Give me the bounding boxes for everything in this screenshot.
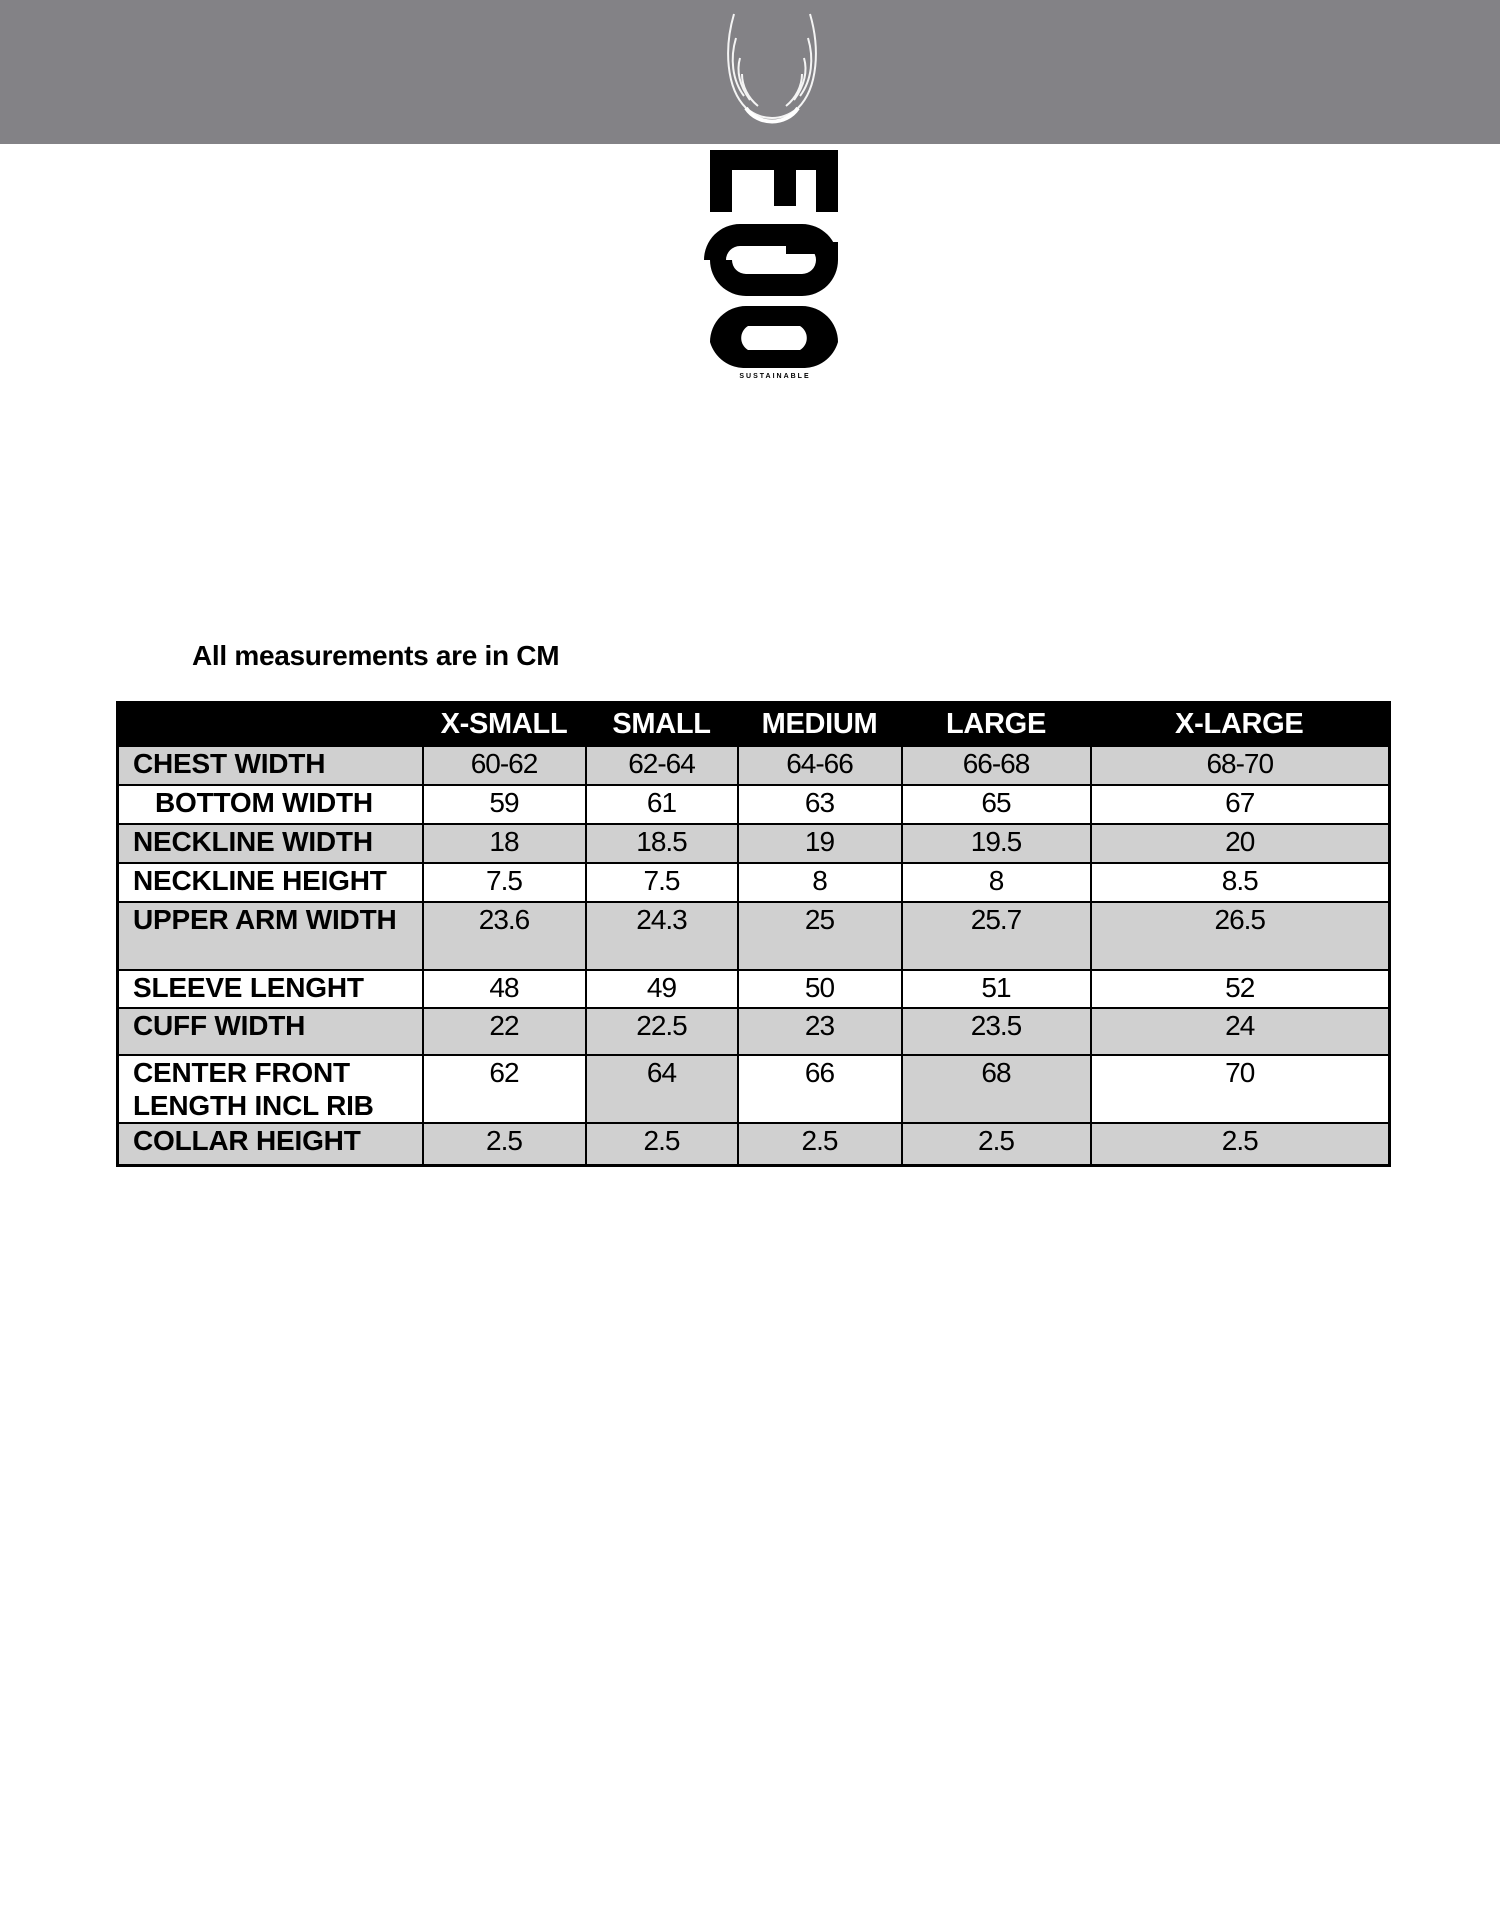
table-cell: 64 xyxy=(586,1055,738,1123)
table-row xyxy=(118,1008,1390,1055)
table-cell: 68 xyxy=(902,1055,1091,1123)
table-cell: 8 xyxy=(738,863,902,902)
header-size-xs: X-SMALL xyxy=(423,703,586,747)
header-size-s: SMALL xyxy=(586,703,738,747)
table-cell: 66 xyxy=(738,1055,902,1123)
table-cell: 22.5 xyxy=(586,1008,738,1055)
table-cell: 70 xyxy=(1091,1055,1390,1123)
table-cell: 60-62 xyxy=(423,746,586,785)
row-label: CENTER FRONT LENGTH INCL RIB xyxy=(118,1055,423,1123)
table-cell: 67 xyxy=(1091,785,1390,824)
table-cell: 50 xyxy=(738,970,902,1008)
table-row xyxy=(118,970,1390,1008)
row-label: NECKLINE HEIGHT xyxy=(118,863,423,902)
wings-logo-icon xyxy=(722,8,822,132)
header-corner xyxy=(118,703,423,747)
table-cell: 24 xyxy=(1091,1008,1390,1055)
table-cell: 23 xyxy=(738,1008,902,1055)
table-cell: 65 xyxy=(902,785,1091,824)
table-cell: 62 xyxy=(423,1055,586,1123)
table-cell: 64-66 xyxy=(738,746,902,785)
table-cell: 2.5 xyxy=(1091,1123,1390,1166)
table-cell: 19.5 xyxy=(902,824,1091,863)
table-cell: 22 xyxy=(423,1008,586,1055)
table-cell: 48 xyxy=(423,970,586,1008)
table-cell: 26.5 xyxy=(1091,902,1390,970)
table-row xyxy=(118,863,1390,902)
table-cell: 8 xyxy=(902,863,1091,902)
row-label: COLLAR HEIGHT xyxy=(118,1123,423,1166)
table-row xyxy=(118,1123,1390,1166)
table-cell: 68-70 xyxy=(1091,746,1390,785)
table-row xyxy=(118,746,1390,785)
table-cell: 66-68 xyxy=(902,746,1091,785)
table-cell: 25 xyxy=(738,902,902,970)
measurement-note: All measurements are in CM xyxy=(192,640,560,671)
row-label: NECKLINE WIDTH xyxy=(118,824,423,863)
table-cell: 62-64 xyxy=(586,746,738,785)
table-cell: 7.5 xyxy=(586,863,738,902)
header-size-xl: X-LARGE xyxy=(1091,703,1390,747)
row-label: BOTTOM WIDTH xyxy=(118,785,423,824)
row-label: CHEST WIDTH xyxy=(118,746,423,785)
table-row xyxy=(118,785,1390,824)
table-cell: 2.5 xyxy=(423,1123,586,1166)
table-cell: 8.5 xyxy=(1091,863,1390,902)
table-cell: 61 xyxy=(586,785,738,824)
table-cell: 18 xyxy=(423,824,586,863)
row-label: CUFF WIDTH xyxy=(118,1008,423,1055)
table-cell: 2.5 xyxy=(738,1123,902,1166)
size-chart-table xyxy=(116,701,1391,1167)
ego-logo xyxy=(700,144,850,368)
table-cell: 2.5 xyxy=(586,1123,738,1166)
table-cell: 63 xyxy=(738,785,902,824)
table-cell: 23.5 xyxy=(902,1008,1091,1055)
table-cell: 7.5 xyxy=(423,863,586,902)
table-cell: 18.5 xyxy=(586,824,738,863)
row-label: SLEEVE LENGHT xyxy=(118,970,423,1008)
table-cell: 20 xyxy=(1091,824,1390,863)
table-cell: 24.3 xyxy=(586,902,738,970)
table-cell: 51 xyxy=(902,970,1091,1008)
table-cell: 19 xyxy=(738,824,902,863)
table-row xyxy=(118,824,1390,863)
row-label: UPPER ARM WIDTH xyxy=(118,902,423,970)
header-row xyxy=(118,703,1390,747)
table-row xyxy=(118,902,1390,970)
table-cell: 2.5 xyxy=(902,1123,1091,1166)
table-cell: 23.6 xyxy=(423,902,586,970)
table-cell: 49 xyxy=(586,970,738,1008)
table-row xyxy=(118,1055,1390,1123)
table-cell: 25.7 xyxy=(902,902,1091,970)
header-size-l: LARGE xyxy=(902,703,1091,747)
table-cell: 59 xyxy=(423,785,586,824)
header-size-m: MEDIUM xyxy=(738,703,902,747)
table-cell: 52 xyxy=(1091,970,1390,1008)
brand-tagline: SUSTAINABLE xyxy=(739,373,811,380)
